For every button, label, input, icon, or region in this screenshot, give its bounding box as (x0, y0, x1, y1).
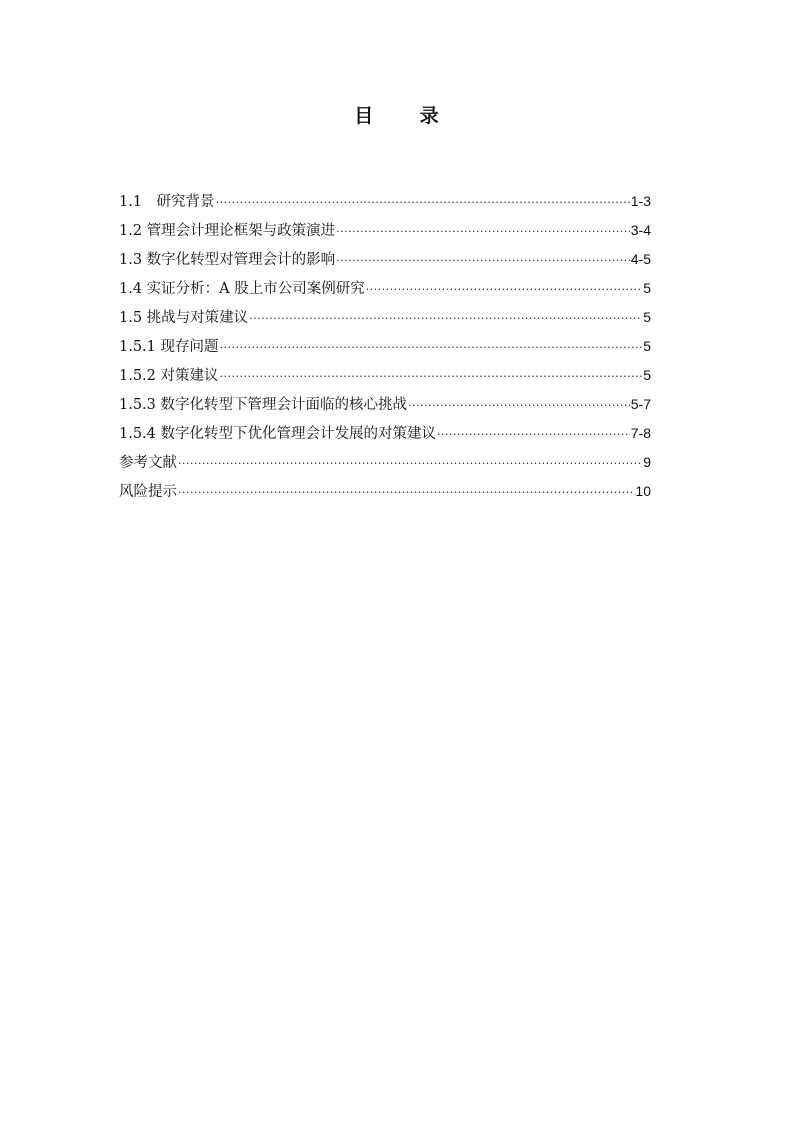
toc-entry-page: 5 (643, 367, 651, 383)
dot-leader (336, 250, 630, 272)
toc-entry[interactable] (119, 335, 651, 364)
toc-entry-text: 1.5.2 对策建议 (119, 368, 219, 384)
toc-entry[interactable] (119, 422, 651, 451)
toc-entry-text: 1.2 管理会计理论框架与政策演进 (119, 223, 336, 239)
dot-leader (408, 395, 630, 417)
toc-entry[interactable] (119, 248, 651, 277)
toc-entry-page: 9 (643, 454, 651, 470)
toc-entry[interactable] (119, 190, 651, 219)
toc-entry[interactable] (119, 393, 651, 422)
toc-entry[interactable] (119, 451, 651, 480)
toc-entry-text: 参考文献 (119, 455, 177, 471)
toc-entry-text: 风险提示 (119, 484, 177, 500)
toc-entry-text: 1.5.3 数字化转型下管理会计面临的核心挑战 (119, 397, 408, 413)
toc-entry-page: 10 (635, 483, 651, 499)
toc-title: 目 录 (354, 105, 459, 127)
dot-leader (178, 453, 642, 475)
toc-entry-page: 5 (643, 309, 651, 325)
toc-entry-page: 4-5 (630, 251, 651, 267)
toc-entry-text: 1.4 实证分析：A 股上市公司案例研究 (119, 281, 365, 297)
toc-entry-text: 1.5 挑战与对策建议 (119, 310, 249, 326)
toc-entry[interactable] (119, 219, 651, 248)
toc-entry-text: 1.3 数字化转型对管理会计的影响 (119, 252, 336, 268)
toc-entry-text: 1.5.4 数字化转型下优化管理会计发展的对策建议 (119, 426, 437, 442)
dot-leader (366, 279, 642, 301)
toc-entry-page: 3-4 (630, 222, 651, 238)
dot-leader (249, 308, 642, 330)
dot-leader (216, 192, 630, 214)
dot-leader (220, 366, 643, 388)
toc-entry-page: 5 (643, 280, 651, 296)
dot-leader (336, 221, 630, 243)
toc-entry-page: 5 (643, 338, 651, 354)
toc-entry[interactable] (119, 277, 651, 306)
toc-entry-text: 1.5.1 现存问题 (119, 339, 219, 355)
toc-entry[interactable] (119, 306, 651, 335)
dot-leader (437, 424, 630, 446)
toc-entry[interactable] (119, 364, 651, 393)
toc-entry-page: 5-7 (630, 396, 651, 412)
dot-leader (220, 337, 643, 359)
toc-list (119, 190, 651, 509)
toc-entry-page: 1-3 (630, 193, 651, 209)
toc-entry-page: 7-8 (630, 425, 651, 441)
toc-entry[interactable] (119, 480, 651, 509)
dot-leader (178, 482, 634, 504)
toc-entry-text: 1.1 研究背景 (119, 194, 215, 210)
